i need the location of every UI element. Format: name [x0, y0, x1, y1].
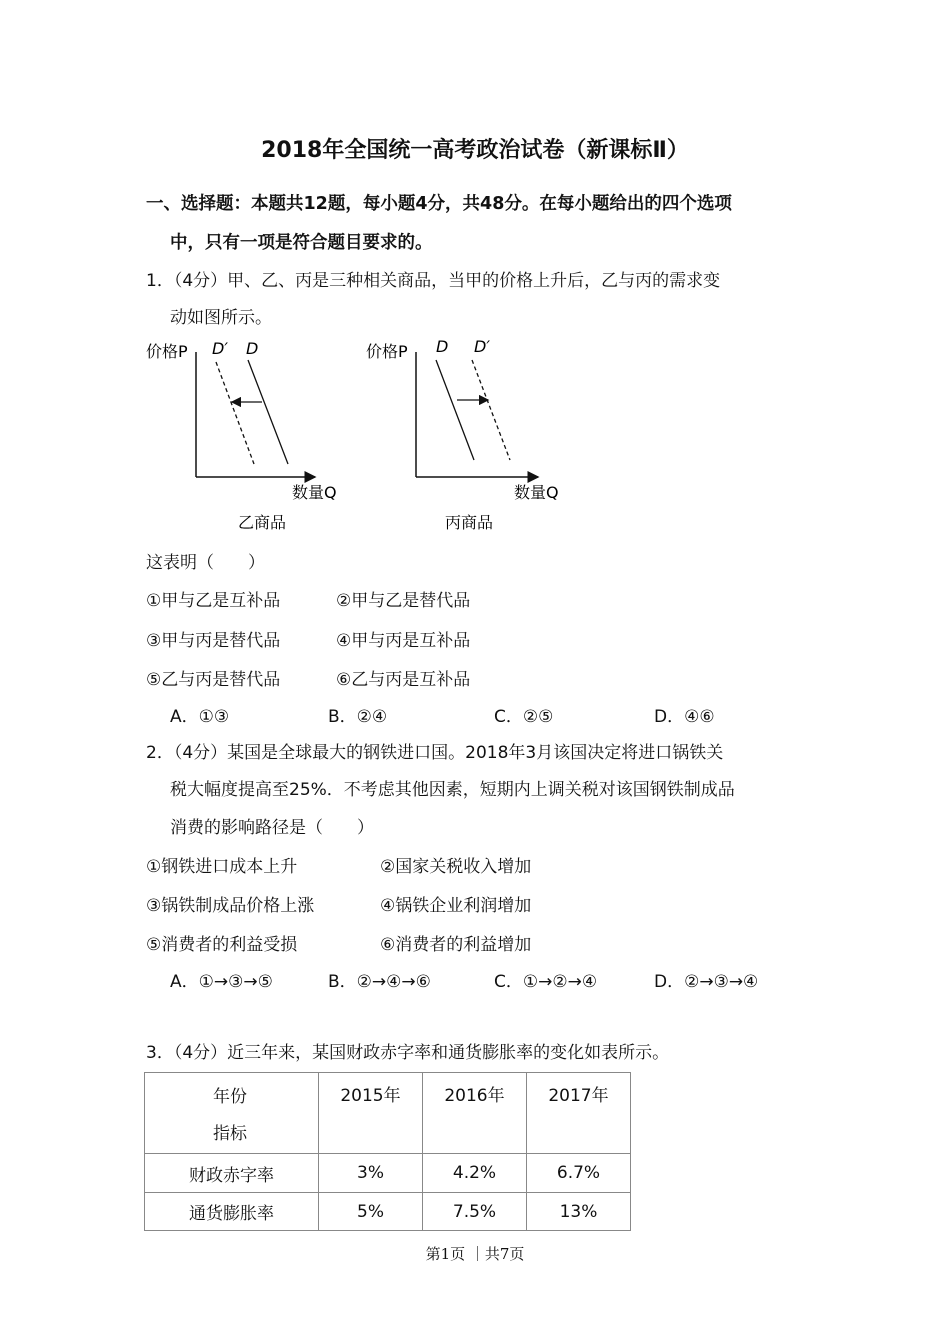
q2-item-6: ⑥消费者的利益增加: [380, 935, 532, 955]
table-corner-top: 年份: [213, 1087, 247, 1107]
q1-item-1: ①甲与乙是互补品: [146, 591, 281, 611]
page-footer: 第1页 ｜共7页: [425, 1245, 525, 1263]
q3-stem-line1: 3．（4分）近三年来，某国财政赤字率和通货膨胀率的变化如表所示。: [146, 1043, 670, 1063]
table-year-cell: 2015年: [319, 1073, 423, 1154]
table-cell: 13%: [527, 1193, 631, 1231]
q1-choice-d[interactable]: D．④⑥: [654, 707, 715, 727]
graph-right-xlabel: 数量Q: [514, 483, 559, 502]
table-row-label: 财政赤字率: [145, 1154, 319, 1193]
graph-right-solid-curve: [436, 360, 474, 460]
q3-data-table: [144, 1072, 631, 1231]
q2-stem-line1: 2．（4分）某国是全球最大的钢铁进口国。2018年3月该国决定将进口锅铁关: [146, 743, 724, 763]
graph-left: [146, 339, 337, 532]
graph-right-dashed-curve: [472, 360, 510, 460]
q1-choice-c[interactable]: C．②⑤: [494, 707, 554, 727]
graph-right-ylabel: 价格P: [366, 342, 408, 361]
table-row: [145, 1193, 631, 1231]
table-corner-bottom: 指标: [213, 1124, 247, 1144]
page-title: 2018年全国统一高考政治试卷（新课标Ⅱ）: [261, 138, 689, 163]
graph-right: [366, 337, 559, 532]
q2-choice-b[interactable]: B．②→④→⑥: [328, 972, 431, 992]
graph-left-dashed-curve: [216, 362, 254, 464]
table-cell: 3%: [319, 1154, 423, 1193]
q1-stem-line2: 动如图所示。: [170, 308, 272, 328]
q1-item-6: ⑥乙与丙是互补品: [336, 670, 471, 690]
graph-left-caption: 乙商品: [238, 513, 287, 532]
q1-choice-b[interactable]: B．②④: [328, 707, 388, 727]
graph-left-ylabel: 价格P: [146, 342, 188, 361]
q1-item-4: ④甲与丙是互补品: [336, 631, 471, 651]
graph-left-solid-curve: [248, 360, 288, 464]
q1-item-5: ⑤乙与丙是替代品: [146, 670, 281, 690]
table-cell: 5%: [319, 1193, 423, 1231]
section-heading-line2: 中，只有一项是符合题目要求的。: [170, 233, 433, 253]
q1-item-2: ②甲与乙是替代品: [336, 591, 471, 611]
q2-choice-d[interactable]: D．②→③→④: [654, 972, 759, 992]
q2-stem-line2: 税大幅度提高至25%．不考虑其他因素，短期内上调关税对该国钢铁制成品: [170, 780, 735, 800]
graph-left-xlabel: 数量Q: [292, 483, 337, 502]
graph-right-curve-b-label: D′: [474, 337, 490, 356]
q2-choice-c[interactable]: C．①→②→④: [494, 972, 598, 992]
table-cell: 6.7%: [527, 1154, 631, 1193]
table-row: [145, 1154, 631, 1193]
table-corner-cell: [145, 1073, 319, 1154]
q2-stem-line3: 消费的影响路径是（ ）: [170, 818, 374, 838]
q1-item-3: ③甲与丙是替代品: [146, 631, 281, 651]
graph-left-curve-a-label: D′: [212, 339, 228, 358]
section-heading-line1: 一、选择题：本题共12题，每小题4分，共48分。在每小题给出的四个选项: [146, 194, 732, 214]
q1-choice-a[interactable]: A．①③: [170, 707, 230, 727]
graph-right-caption: 丙商品: [445, 513, 494, 532]
graph-right-curve-a-label: D: [436, 337, 449, 356]
q2-choice-a[interactable]: A．①→③→⑤: [170, 972, 273, 992]
table-cell: 4.2%: [423, 1154, 527, 1193]
table-year-cell: 2016年: [423, 1073, 527, 1154]
graph-left-curve-b-label: D: [246, 339, 259, 358]
q2-item-4: ④锅铁企业利润增加: [380, 896, 532, 916]
q2-item-1: ①钢铁进口成本上升: [146, 857, 298, 877]
table-header-row: [145, 1073, 631, 1154]
q1-demand-graphs: [140, 332, 580, 537]
table-row-label: 通货膨胀率: [145, 1193, 319, 1231]
q2-item-3: ③锅铁制成品价格上涨: [146, 896, 315, 916]
table-year-cell: 2017年: [527, 1073, 631, 1154]
q2-item-2: ②国家关税收入增加: [380, 857, 532, 877]
q1-stem-line1: 1．（4分）甲、乙、丙是三种相关商品，当甲的价格上升后，乙与丙的需求变: [146, 271, 721, 291]
q1-question: 这表明（ ）: [146, 553, 265, 573]
q2-item-5: ⑤消费者的利益受损: [146, 935, 298, 955]
table-cell: 7.5%: [423, 1193, 527, 1231]
